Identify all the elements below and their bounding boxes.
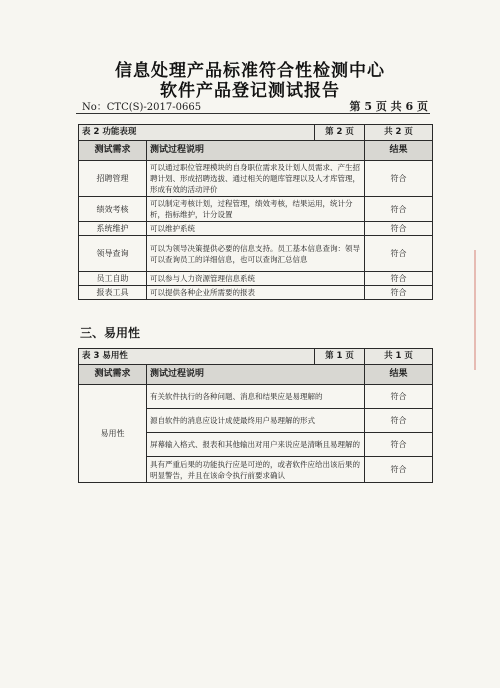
table-caption: 表 2 功能表现 bbox=[79, 125, 315, 141]
row-result: 符合 bbox=[365, 236, 433, 272]
row-desc: 屏幕输入格式、报表和其他输出对用户来说应是清晰且易理解的 bbox=[147, 433, 365, 457]
row-result: 符合 bbox=[365, 197, 433, 222]
row-result: 符合 bbox=[365, 409, 433, 433]
table-row bbox=[79, 161, 433, 197]
seal-stamp bbox=[474, 250, 496, 370]
row-result: 符合 bbox=[365, 457, 433, 483]
table-page: 第 2 页 bbox=[315, 125, 365, 141]
report-meta bbox=[82, 98, 428, 114]
page-indicator: 第 5 页 共 6 页 bbox=[349, 100, 428, 113]
row-desc: 可以通过职位管理模块的自身职位需求及计划人员需求、产生招聘计划、形成招聘选拔、通过相关的题库管理以及人才库管理，形成有效的活动评价 bbox=[147, 161, 365, 197]
header-result: 结果 bbox=[365, 141, 433, 161]
report-number: No：CTC(S)-2017-0665 bbox=[82, 102, 202, 113]
report-title: 软件产品登记测试报告 bbox=[160, 81, 340, 101]
table-page: 第 1 页 bbox=[315, 349, 365, 365]
row-need: 系统维护 bbox=[79, 222, 147, 236]
header-need: 测试需求 bbox=[79, 141, 147, 161]
table-caption: 表 3 易用性 bbox=[79, 349, 315, 365]
section-heading: 三、易用性 bbox=[80, 326, 141, 340]
row-desc: 可以为领导决策提供必要的信息支持。员工基本信息查询：领导可以查询员工的详细信息，也可以查询汇总信息 bbox=[147, 236, 365, 272]
row-result: 符合 bbox=[365, 222, 433, 236]
table-row bbox=[79, 236, 433, 272]
row-result: 符合 bbox=[365, 286, 433, 300]
table-row bbox=[79, 286, 433, 300]
row-result: 符合 bbox=[365, 161, 433, 197]
row-result: 符合 bbox=[365, 385, 433, 409]
row-need: 报表工具 bbox=[79, 286, 147, 300]
row-desc: 源自软件的消息应设计成使最终用户易理解的形式 bbox=[147, 409, 365, 433]
row-desc: 可以制定考核计划，过程管理，绩效考核，结果运用，统计分析，指标维护，计分设置 bbox=[147, 197, 365, 222]
row-desc: 有关软件执行的各种问题、消息和结果应是易理解的 bbox=[147, 385, 365, 409]
header-divider bbox=[76, 113, 430, 114]
header-desc: 测试过程说明 bbox=[147, 365, 365, 385]
row-desc: 可以维护系统 bbox=[147, 222, 365, 236]
header-desc: 测试过程说明 bbox=[147, 141, 365, 161]
table-row bbox=[79, 197, 433, 222]
row-desc: 可以提供各种企业所需要的报表 bbox=[147, 286, 365, 300]
table-total: 共 2 页 bbox=[365, 125, 433, 141]
row-need: 领导查询 bbox=[79, 236, 147, 272]
center-title: 信息处理产品标准符合性检测中心 bbox=[115, 61, 385, 81]
row-need: 易用性 bbox=[79, 385, 147, 483]
row-result: 符合 bbox=[365, 433, 433, 457]
usability-table bbox=[78, 348, 433, 483]
header-result: 结果 bbox=[365, 365, 433, 385]
table-row bbox=[79, 385, 433, 409]
row-need: 招聘管理 bbox=[79, 161, 147, 197]
table-row bbox=[79, 222, 433, 236]
row-desc: 具有严重后果的功能执行应是可逆的，或者软件应给出该后果的明显警告，并且在该命令执行前要求确认 bbox=[147, 457, 365, 483]
row-desc: 可以参与人力资源管理信息系统 bbox=[147, 272, 365, 286]
header-need: 测试需求 bbox=[79, 365, 147, 385]
row-need: 员工自助 bbox=[79, 272, 147, 286]
table-row bbox=[79, 272, 433, 286]
function-table bbox=[78, 124, 433, 300]
row-need: 绩效考核 bbox=[79, 197, 147, 222]
row-result: 符合 bbox=[365, 272, 433, 286]
table-total: 共 1 页 bbox=[365, 349, 433, 365]
